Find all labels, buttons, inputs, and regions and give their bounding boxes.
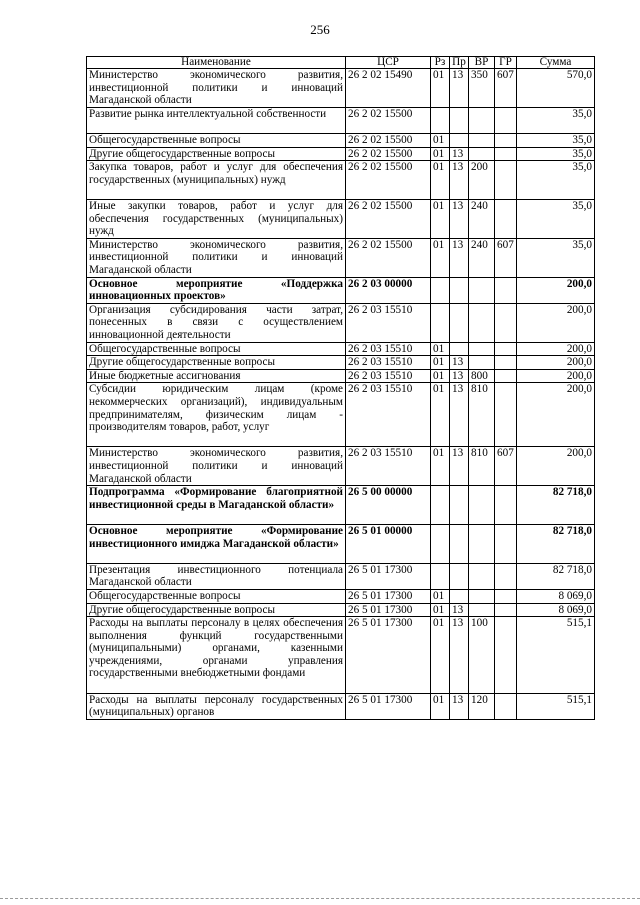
- cell-csr: 26 2 03 15510: [346, 342, 431, 356]
- cell-pr: 13: [450, 161, 469, 200]
- cell-csr: 26 5 00 00000: [346, 486, 431, 525]
- cell-rz: [431, 563, 450, 589]
- table-row: [87, 277, 595, 303]
- cell-sum: 35,0: [517, 107, 595, 133]
- cell-rz: 01: [431, 161, 450, 200]
- cell-pr: [450, 342, 469, 356]
- cell-gr: [495, 107, 517, 133]
- cell-rz: 01: [431, 693, 450, 719]
- cell-pr: [450, 107, 469, 133]
- cell-rz: [431, 107, 450, 133]
- header-row: [87, 57, 595, 69]
- cell-name: Расходы на выплаты персоналу государственных (муниципальных) органов: [87, 693, 346, 719]
- cell-vr: [469, 486, 495, 525]
- cell-sum: 200,0: [517, 356, 595, 370]
- cell-sum: 82 718,0: [517, 563, 595, 589]
- cell-gr: [495, 589, 517, 603]
- cell-rz: [431, 486, 450, 525]
- cell-csr: 26 5 01 17300: [346, 603, 431, 617]
- cell-pr: [450, 524, 469, 563]
- cell-gr: [495, 486, 517, 525]
- table-row: [87, 563, 595, 589]
- cell-pr: 13: [450, 369, 469, 383]
- budget-table: [86, 56, 595, 720]
- cell-vr: [469, 603, 495, 617]
- cell-csr: 26 2 02 15500: [346, 133, 431, 147]
- table-row: [87, 356, 595, 370]
- table-row: [87, 617, 595, 694]
- cell-gr: [495, 303, 517, 342]
- cell-csr: 26 2 02 15500: [346, 199, 431, 238]
- cell-csr: 26 5 01 17300: [346, 693, 431, 719]
- cell-name: Другие общегосударственные вопросы: [87, 356, 346, 370]
- cell-csr: 26 5 01 17300: [346, 617, 431, 694]
- cell-csr: 26 2 03 15510: [346, 303, 431, 342]
- cell-vr: 810: [469, 383, 495, 447]
- cell-gr: [495, 563, 517, 589]
- table-row: [87, 133, 595, 147]
- cell-sum: 35,0: [517, 161, 595, 200]
- cell-csr: 26 2 03 15510: [346, 356, 431, 370]
- header-vr: ВР: [469, 57, 495, 69]
- cell-vr: 810: [469, 447, 495, 486]
- cell-name: Субсидии юридическим лицам (кроме некоммерческих организаций), индивидуальным предпринимателям, физическим лицам - производителям товаров, работ, услуг: [87, 383, 346, 447]
- cell-rz: 01: [431, 603, 450, 617]
- cell-rz: 01: [431, 238, 450, 277]
- cell-gr: [495, 147, 517, 161]
- cell-pr: [450, 486, 469, 525]
- cell-csr: 26 2 02 15500: [346, 161, 431, 200]
- cell-pr: 13: [450, 69, 469, 108]
- table-body: [87, 69, 595, 720]
- cell-pr: 13: [450, 383, 469, 447]
- page-number: 256: [310, 22, 330, 37]
- cell-name: Развитие рынка интеллектуальной собственности: [87, 107, 346, 133]
- table-row: [87, 603, 595, 617]
- cell-gr: [495, 383, 517, 447]
- cell-sum: 570,0: [517, 69, 595, 108]
- cell-vr: [469, 524, 495, 563]
- cell-sum: 82 718,0: [517, 524, 595, 563]
- cell-pr: 13: [450, 447, 469, 486]
- cell-rz: 01: [431, 369, 450, 383]
- cell-sum: 35,0: [517, 147, 595, 161]
- cell-name: Общегосударственные вопросы: [87, 133, 346, 147]
- cell-sum: 200,0: [517, 369, 595, 383]
- cell-pr: [450, 589, 469, 603]
- cell-rz: 01: [431, 617, 450, 694]
- cell-csr: 26 2 03 00000: [346, 277, 431, 303]
- cell-rz: 01: [431, 447, 450, 486]
- header-pr: Пр: [450, 57, 469, 69]
- cell-rz: 01: [431, 199, 450, 238]
- cell-sum: 200,0: [517, 342, 595, 356]
- cell-rz: [431, 303, 450, 342]
- cell-sum: 35,0: [517, 133, 595, 147]
- cell-rz: 01: [431, 342, 450, 356]
- table-row: [87, 447, 595, 486]
- cell-csr: 26 2 02 15500: [346, 147, 431, 161]
- cell-vr: [469, 563, 495, 589]
- cell-vr: [469, 147, 495, 161]
- cell-sum: 200,0: [517, 277, 595, 303]
- cell-name: Министерство экономического развития, инвестиционной политики и инноваций Магаданской области: [87, 69, 346, 108]
- cell-gr: [495, 342, 517, 356]
- cell-csr: 26 5 01 17300: [346, 563, 431, 589]
- table-row: [87, 383, 595, 447]
- cell-vr: [469, 589, 495, 603]
- cell-vr: 800: [469, 369, 495, 383]
- cell-name: Основное мероприятие «Поддержка инновационных проектов»: [87, 277, 346, 303]
- table-row: [87, 107, 595, 133]
- cell-gr: 607: [495, 69, 517, 108]
- cell-sum: 515,1: [517, 617, 595, 694]
- cell-sum: 82 718,0: [517, 486, 595, 525]
- cell-vr: 350: [469, 69, 495, 108]
- table-row: [87, 161, 595, 200]
- cell-name: Министерство экономического развития, инвестиционной политики и инноваций Магаданской области: [87, 238, 346, 277]
- cell-csr: 26 5 01 00000: [346, 524, 431, 563]
- cell-gr: [495, 161, 517, 200]
- cell-sum: 35,0: [517, 199, 595, 238]
- header-rz: Рз: [431, 57, 450, 69]
- cell-pr: [450, 277, 469, 303]
- cell-sum: 8 069,0: [517, 603, 595, 617]
- cell-name: Расходы на выплаты персоналу в целях обеспечения выполнения функций государственными (муниципальными) органами, казенными учреждениями, органами управления государственными внебюджетными фондами: [87, 617, 346, 694]
- cell-pr: 13: [450, 356, 469, 370]
- cell-vr: [469, 277, 495, 303]
- cell-pr: 13: [450, 199, 469, 238]
- cell-pr: [450, 563, 469, 589]
- cell-rz: 01: [431, 589, 450, 603]
- cell-name: Организация субсидирования части затрат, понесенных в связи с осуществлением инновационной деятельности: [87, 303, 346, 342]
- cell-csr: 26 2 03 15510: [346, 447, 431, 486]
- cell-vr: 120: [469, 693, 495, 719]
- table-row: [87, 369, 595, 383]
- cell-rz: 01: [431, 69, 450, 108]
- header-sum: Сумма: [517, 57, 595, 69]
- cell-vr: [469, 107, 495, 133]
- cell-gr: [495, 524, 517, 563]
- cell-name: Основное мероприятие «Формирование инвестиционного имиджа Магаданской области»: [87, 524, 346, 563]
- cell-gr: 607: [495, 447, 517, 486]
- cell-name: Иные бюджетные ассигнования: [87, 369, 346, 383]
- header-name: Наименование: [87, 57, 346, 69]
- cell-gr: 607: [495, 238, 517, 277]
- table-row: [87, 524, 595, 563]
- cell-rz: 01: [431, 133, 450, 147]
- cell-rz: 01: [431, 356, 450, 370]
- cell-pr: 13: [450, 238, 469, 277]
- table-row: [87, 69, 595, 108]
- table-row: [87, 147, 595, 161]
- cell-vr: 240: [469, 199, 495, 238]
- cell-sum: 200,0: [517, 383, 595, 447]
- cell-csr: 26 2 02 15490: [346, 69, 431, 108]
- cell-pr: [450, 303, 469, 342]
- table-row: [87, 303, 595, 342]
- scan-edge-line: [0, 898, 640, 899]
- cell-vr: 200: [469, 161, 495, 200]
- table-row: [87, 199, 595, 238]
- cell-name: Презентация инвестиционного потенциала Магаданской области: [87, 563, 346, 589]
- cell-csr: 26 5 01 17300: [346, 589, 431, 603]
- table-row: [87, 589, 595, 603]
- cell-gr: [495, 603, 517, 617]
- cell-name: Закупка товаров, работ и услуг для обеспечения государственных (муниципальных) нужд: [87, 161, 346, 200]
- table-row: [87, 342, 595, 356]
- cell-csr: 26 2 02 15500: [346, 107, 431, 133]
- cell-csr: 26 2 03 15510: [346, 369, 431, 383]
- cell-vr: [469, 356, 495, 370]
- table-row: [87, 238, 595, 277]
- header-gr: ГР: [495, 57, 517, 69]
- cell-rz: [431, 277, 450, 303]
- cell-gr: [495, 356, 517, 370]
- cell-pr: 13: [450, 147, 469, 161]
- cell-name: Министерство экономического развития, инвестиционной политики и инноваций Магаданской области: [87, 447, 346, 486]
- cell-pr: 13: [450, 617, 469, 694]
- cell-rz: 01: [431, 383, 450, 447]
- table-row: [87, 486, 595, 525]
- cell-vr: [469, 133, 495, 147]
- cell-name: Другие общегосударственные вопросы: [87, 147, 346, 161]
- cell-vr: 240: [469, 238, 495, 277]
- cell-name: Общегосударственные вопросы: [87, 342, 346, 356]
- cell-name: Другие общегосударственные вопросы: [87, 603, 346, 617]
- cell-csr: 26 2 03 15510: [346, 383, 431, 447]
- cell-name: Иные закупки товаров, работ и услуг для обеспечения государственных (муниципальных) нужд: [87, 199, 346, 238]
- cell-pr: [450, 133, 469, 147]
- cell-gr: [495, 693, 517, 719]
- cell-name: Подпрограмма «Формирование благоприятной инвестиционной среды в Магаданской области»: [87, 486, 346, 525]
- cell-rz: [431, 524, 450, 563]
- cell-gr: [495, 369, 517, 383]
- cell-vr: [469, 342, 495, 356]
- cell-sum: 8 069,0: [517, 589, 595, 603]
- header-csr: ЦСР: [346, 57, 431, 69]
- cell-sum: 515,1: [517, 693, 595, 719]
- cell-gr: [495, 133, 517, 147]
- cell-vr: 100: [469, 617, 495, 694]
- cell-vr: [469, 303, 495, 342]
- cell-pr: 13: [450, 603, 469, 617]
- cell-gr: [495, 199, 517, 238]
- cell-sum: 200,0: [517, 303, 595, 342]
- cell-gr: [495, 277, 517, 303]
- cell-sum: 35,0: [517, 238, 595, 277]
- cell-name: Общегосударственные вопросы: [87, 589, 346, 603]
- cell-pr: 13: [450, 693, 469, 719]
- cell-sum: 200,0: [517, 447, 595, 486]
- table-row: [87, 693, 595, 719]
- cell-csr: 26 2 02 15500: [346, 238, 431, 277]
- cell-rz: 01: [431, 147, 450, 161]
- cell-gr: [495, 617, 517, 694]
